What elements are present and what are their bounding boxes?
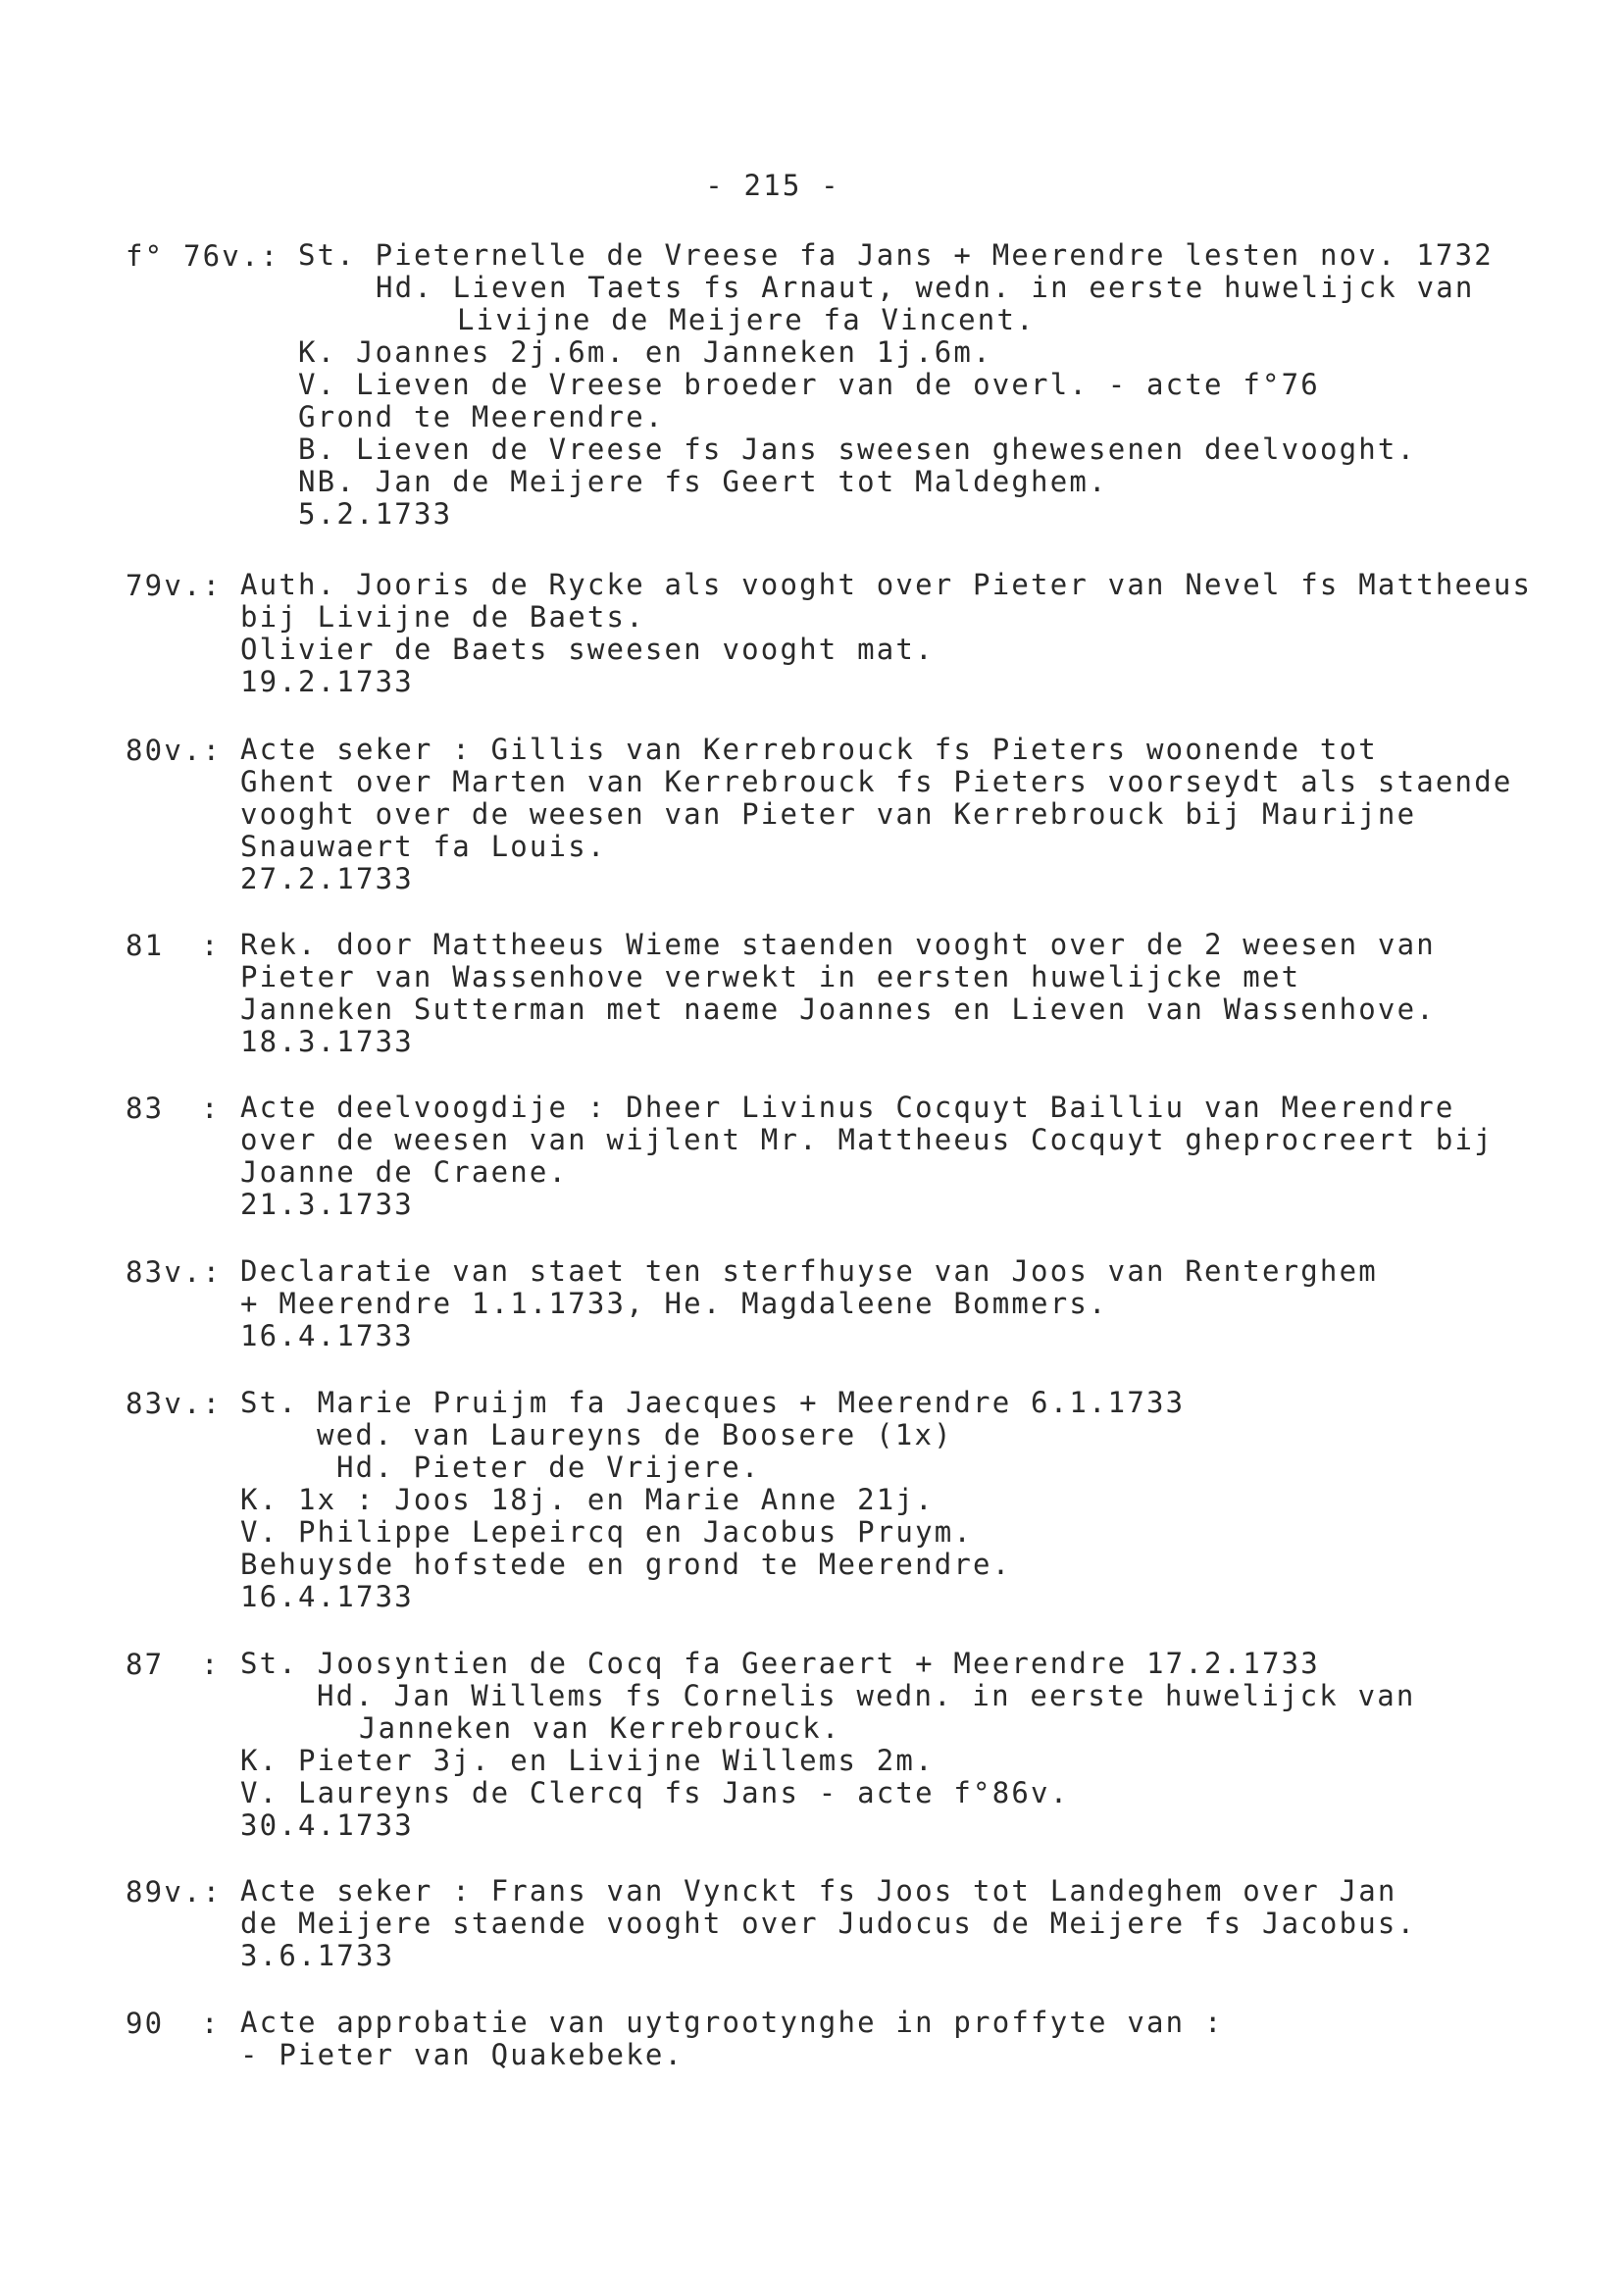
entry-line: St. Joosyntien de Cocq fa Geeraert + Meerendre 17.2.1733 (240, 1647, 1320, 1680)
folio-reference: 87 (126, 1648, 165, 1681)
entry-line: bij Livijne de Baets. (240, 600, 645, 634)
entry-date: 3.6.1733 (240, 1939, 395, 1972)
entry-line: Declaratie van staet ten sterfhuyse van Joos van Renterghem (240, 1254, 1378, 1288)
entry-date: 16.4.1733 (240, 1580, 414, 1613)
colon-separator: : (201, 1648, 221, 1681)
entry-line: K. Joannes 2j.6m. en Janneken 1j.6m. (298, 335, 992, 369)
page-number: - 215 - (705, 169, 840, 202)
entry-line: Joanne de Craene. (240, 1155, 569, 1189)
entry-line: K. 1x : Joos 18j. en Marie Anne 21j. (240, 1483, 935, 1516)
entry-line: Olivier de Baets sweesen vooght mat. (240, 633, 935, 666)
entry-line: Rek. door Mattheeus Wieme staenden vooght over de 2 weesen van (240, 928, 1436, 961)
entry-date: 27.2.1733 (240, 862, 414, 895)
colon-separator: : (201, 1092, 221, 1125)
entry-line: V. Laureyns de Clercq fs Jans - acte f°86v. (240, 1776, 1070, 1809)
folio-reference: 83v.: (126, 1255, 223, 1289)
entry-line: + Meerendre 1.1.1733, He. Magdaleene Bommers. (240, 1287, 1108, 1320)
folio-reference: 90 (126, 2007, 165, 2040)
entry-line: Acte deelvoogdije : Dheer Livinus Cocquyt Bailliu van Meerendre (240, 1091, 1455, 1124)
entry-line: Grond te Meerendre. (298, 400, 665, 433)
folio-reference: 81 (126, 929, 165, 962)
entry-line: Acte seker : Frans van Vynckt fs Joos tot Landeghem over Jan (240, 1874, 1397, 1908)
entry-line: Livijne de Meijere fa Vincent. (457, 303, 1036, 336)
folio-reference: f° 76v.: (126, 239, 280, 273)
folio-reference: 79v.: (126, 569, 223, 602)
entry-line: over de weesen van wijlent Mr. Mattheeus Cocquyt gheprocreert bij (240, 1123, 1494, 1156)
entry-line: Behuysde hofstede en grond te Meerendre. (240, 1548, 1012, 1581)
folio-reference: 83v.: (126, 1387, 223, 1420)
entry-date: 21.3.1733 (240, 1188, 414, 1221)
entry-line: Acte seker : Gillis van Kerrebrouck fs Pieters woonende tot (240, 733, 1378, 766)
entry-line: Janneken Sutterman met naeme Joannes en Lieven van Wassenhove. (240, 993, 1436, 1026)
folio-reference: 80v.: (126, 734, 223, 767)
entry-line: Acte approbatie van uytgrootynghe in proffyte van : (240, 2006, 1224, 2039)
entry-line: Hd. Pieter de Vrijere. (336, 1451, 761, 1484)
entry-line: Hd. Jan Willems fs Cornelis wedn. in eerste huwelijck van (317, 1679, 1416, 1712)
entry-line: B. Lieven de Vreese fs Jans sweesen ghewesenen deelvooght. (298, 433, 1417, 466)
entry-line: V. Lieven de Vreese broeder van de overl. - acte f°76 (298, 368, 1320, 401)
entry-line: de Meijere staende vooght over Judocus de Meijere fs Jacobus. (240, 1907, 1417, 1940)
folio-reference: 83 (126, 1092, 165, 1125)
entry-line: St. Marie Pruijm fa Jaecques + Meerendre 6.1.1733 (240, 1386, 1186, 1419)
entry-line: St. Pieternelle de Vreese fa Jans + Meerendre lesten nov. 1732 (298, 238, 1494, 272)
entry-line: Janneken van Kerrebrouck. (359, 1711, 841, 1745)
entry-line: - Pieter van Quakebeke. (240, 2038, 685, 2071)
entry-date: 19.2.1733 (240, 665, 414, 698)
entry-line: vooght over de weesen van Pieter van Kerrebrouck bij Maurijne (240, 797, 1417, 831)
entry-line: Hd. Lieven Taets fs Arnaut, wedn. in eerste huwelijck van (376, 271, 1475, 304)
colon-separator: : (201, 929, 221, 962)
folio-reference: 89v.: (126, 1875, 223, 1909)
entry-line: V. Philippe Lepeircq en Jacobus Pruym. (240, 1515, 974, 1549)
entry-date: 16.4.1733 (240, 1319, 414, 1352)
colon-separator: : (201, 2007, 221, 2040)
entry-line: wed. van Laureyns de Boosere (1x) (317, 1418, 953, 1451)
entry-date: 18.3.1733 (240, 1025, 414, 1058)
entry-date: 30.4.1733 (240, 1808, 414, 1842)
entry-line: Auth. Jooris de Rycke als vooght over Pieter van Nevel fs Mattheeus (240, 568, 1533, 601)
entry-line: NB. Jan de Meijere fs Geert tot Maldeghem. (298, 465, 1108, 498)
entry-line: K. Pieter 3j. en Livijne Willems 2m. (240, 1744, 935, 1777)
entry-date: 5.2.1733 (298, 497, 453, 531)
entry-line: Snauwaert fa Louis. (240, 830, 607, 863)
entry-line: Pieter van Wassenhove verwekt in eersten huwelijcke met (240, 960, 1301, 993)
entry-line: Ghent over Marten van Kerrebrouck fs Pieters voorseydt als staende (240, 765, 1513, 798)
